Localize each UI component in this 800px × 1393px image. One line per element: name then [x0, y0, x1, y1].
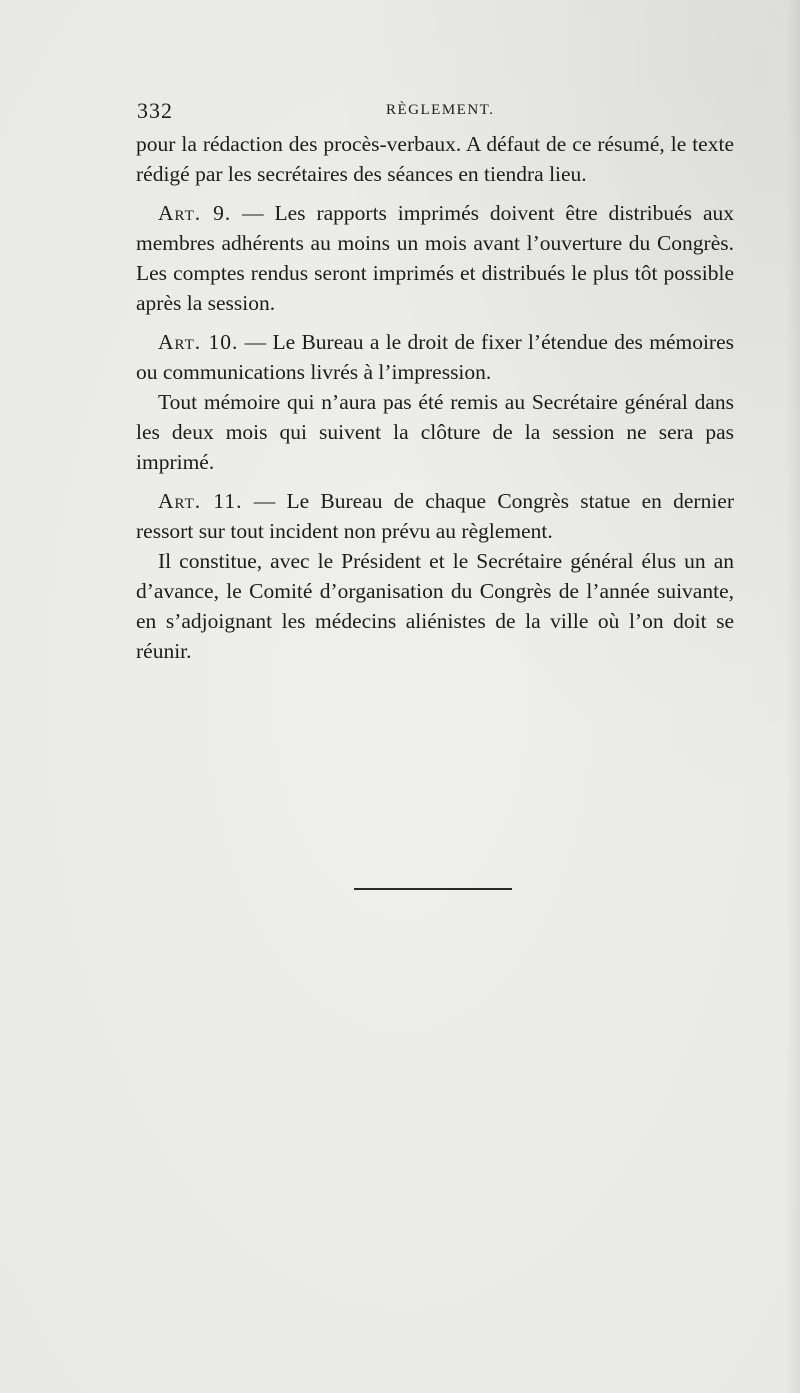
- running-head: [137, 98, 732, 124]
- article-10: [136, 327, 734, 387]
- page-number: 332: [137, 98, 173, 123]
- article-10-paragraph-2: Tout mémoire qui n’aura pas été remis au Secrétaire général dans les deux mois qui suivent la clôture de la session ne sera pas imprimé.: [136, 390, 734, 474]
- paragraph-continuation: pour la rédaction des procès-verbaux. A défaut de ce résumé, le texte rédigé par les secrétaires des séances en tiendra lieu.: [136, 132, 734, 186]
- page-edge-shadow: [786, 0, 800, 1393]
- article-10-text: — Le Bureau a le droit de fixer l’étendue des mémoires ou communications livrés à l’impression.: [136, 330, 734, 384]
- article-9: [136, 198, 734, 318]
- article-11-text: — Le Bureau de chaque Congrès statue en dernier ressort sur tout incident non prévu au règlement.: [136, 489, 734, 543]
- article-10-label: Art. 10.: [158, 330, 239, 354]
- article-9-label: Art. 9.: [158, 201, 232, 225]
- article-11-label: Art. 11.: [158, 489, 243, 513]
- body-text: [136, 129, 734, 666]
- article-9-text: — Les rapports imprimés doivent être distribués aux membres adhérents au moins un mois avant l’ouverture du Congrès. Les comptes rendus seront imprimés et distribués le plus tôt possible après la session.: [136, 201, 734, 315]
- article-11: [136, 486, 734, 546]
- section-end-rule: [354, 888, 512, 890]
- running-title: RÈGLEMENT.: [386, 102, 495, 118]
- article-11-paragraph-2: Il constitue, avec le Président et le Secrétaire général élus un an d’avance, le Comité d’organisation du Congrès de l’année suivante, en s’adjoignant les médecins aliénistes de la ville où l’on doit se réunir.: [136, 549, 734, 663]
